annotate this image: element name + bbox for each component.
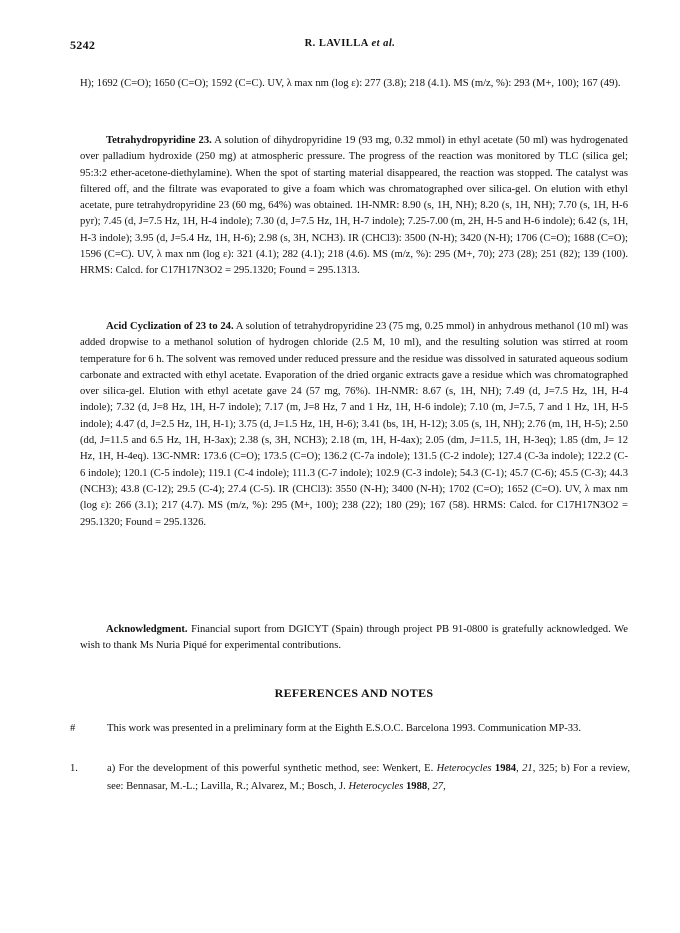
tetrahydropyridine-paragraph	[80, 133, 628, 280]
running-head	[70, 38, 630, 49]
page-number: 5242	[70, 38, 96, 52]
acid-cyclization-paragraph	[80, 319, 628, 531]
reference-text: This work was presented in a preliminary form at the Eighth E.S.O.C. Barcelona 1993. Communication MP-33.	[107, 723, 581, 734]
reference-item	[70, 720, 630, 738]
continued-paragraph-text: H); 1692 (C=O); 1650 (C=O); 1592 (C=C). UV, λ max nm (log ε): 277 (3.8); 218 (4.1). MS (m/z, %): 293 (M+, 100); 167 (49).	[80, 78, 621, 89]
journal-year: 1988	[406, 780, 428, 792]
acid-cyclization-heading: Acid Cyclization of 23 to 24.	[106, 321, 234, 332]
continued-paragraph	[80, 76, 628, 92]
acknowledgment-paragraph	[80, 622, 628, 655]
journal-volume: 21	[522, 763, 533, 774]
running-head-etal: et al.	[371, 38, 396, 49]
reference-text-part: 325; b) For a review, see: Bennasar, M.-L.; Lavilla, R.; Alvarez, M.; Bosch, J.	[107, 763, 630, 792]
journal-name: Heterocycles	[436, 763, 492, 774]
reference-marker: #	[70, 723, 76, 734]
tetrahydropyridine-body: A solution of dihydropyridine 19 (93 mg, 0.32 mmol) in ethyl acetate (50 ml) was hydrogenated over palladium hydroxide (250 mg) at atmospheric pressure. The progress of the reaction was monitored by TLC (silica gel; 95:3:2 ether-acetone-diethylamine). When the spot of starting material disappeared, the reaction was stopped. The catalyst was filtered off, and the filtrate was evaporated to give a foam which was chromatographed over silica-gel. On elution with ethyl acetate, pure tetrahydropyridine 23 (60 mg, 64%) was obtained. 1H-NMR: 8.90 (s, 1H, NH); 8.20 (s, 1H, NH); 7.70 (s, 1H, H-6 pyr); 7.45 (d, J=7.5 Hz, 1H, H-4 indole); 7.30 (d, J=7.5 Hz, 1H, H-7 indole); 7.25-7.00 (m, 2H, H-5 and H-6 indole); 6.42 (s, 1H, H-3 indole); 3.95 (d, J=5.4 Hz, 1H, H-6); 2.98 (s, 3H, NCH3). IR (CHCl3): 3500 (N-H); 3420 (N-H); 1706 (C=O); 1688 (C=O); 1596 (C=C). UV, λ max nm (log ε): 321 (4.1); 282 (4.1); 218 (4.6). MS (m/z, %): 295 (M+, 70); 273 (28); 251 (82); 139 (100). HRMS: Calcd. for C17H17N3O2 = 295.1320; Found = 295.1313.	[80, 135, 628, 277]
acid-cyclization-text	[80, 319, 628, 531]
tetrahydropyridine-text	[80, 133, 628, 280]
acid-cyclization-body: A solution of tetrahydropyridine 23 (75 mg, 0.25 mmol) in anhydrous methanol (10 ml) was added dropwise to a methanol solution of hydrogen chloride (2.5 M, 10 ml), and the resulting solution was stirred at room temperature for 6 h. The solvent was removed under reduced pressure and the residue was dissolved in saturated aqueous sodium carbonate and extracted with ethyl acetate. Evaporation of the dried organic extracts gave a residue which was chromatographed over silica-gel. Elution with ethyl acetate gave 24 (57 mg, 76%). 1H-NMR: 8.67 (s, 1H, NH); 7.49 (d, J=7.5 Hz, 1H, H-4 indole); 7.32 (d, J=8 Hz, 1H, H-7 indole); 7.17 (m, J=8 Hz, 7 and 1 Hz, 1H, H-6 indole); 7.10 (m, J=7.5, 7 and 1 Hz, 1H, H-5 indole); 4.47 (d, J=2.5 Hz, 1H, H-1); 3.75 (d, J=1.5 Hz, 1H, H-6); 3.41 (bs, 1H, H-12); 3.05 (s, 1H, NH); 2.76 (m, 1H, H-5); 2.50 (dd, J=11.5 and 6.5 Hz, 1H, H-3ax); 2.38 (s, 3H, NCH3); 2.18 (m, 1H, H-4ax); 2.05 (dm, J=11.5, 1H, H-3eq); 1.85 (dm, J= 12 Hz, 1H, H-4eq). 13C-NMR: 173.6 (C=O); 173.5 (C=O); 136.2 (C-7a indole); 131.5 (C-2 indole); 127.4 (C-3a indole); 122.2 (C-6 indole); 120.1 (C-5 indole); 119.1 (C-4 indole); 111.3 (C-7 indole); 102.9 (C-3 indole); 54.3 (C-1); 45.7 (C-6); 45.5 (C-3); 44.3 (NCH3); 43.8 (C-12); 29.5 (C-4); 27.4 (C-5). IR (CHCl3): 3550 (N-H); 3400 (N-H); 1702 (C=O); 1652 (C=O). UV, λ max nm (log ε): 266 (3.1); 217 (4.7). MS (m/z, %): 295 (M+, 100); 238 (22); 180 (29); 167 (58). HRMS: Calcd. for C17H17N3O2 = 295.1320; Found = 295.1326.	[80, 321, 628, 528]
journal-name: Heterocycles	[348, 780, 404, 792]
running-head-author: R. LAVILLA	[304, 38, 369, 49]
references-title: REFERENCES AND NOTES	[274, 686, 434, 700]
reference-marker: 1.	[70, 763, 78, 774]
journal-year: 1984	[494, 763, 517, 774]
acknowledgment-body: Financial suport from DGICYT (Spain) through project PB 91-0800 is gratefully acknowledged. We wish to thank Ms Nuria Piqué for experimental contributions.	[80, 624, 628, 652]
reference-text-part: a) For the development of this powerful synthetic method, see: Wenkert, E.	[107, 763, 434, 774]
journal-volume: 27	[432, 780, 444, 792]
acknowledgment-text	[80, 622, 628, 655]
tetrahydropyridine-heading: Tetrahydropyridine 23.	[106, 135, 212, 146]
reference-text: a) For the development of this powerful synthetic method, see: Wenkert, E. Heterocycles 1984, 21, 325; b) For a review, see: Bennasar, M.-L.; Lavilla, R.; Alvarez, M.; Bosch, J. Heterocycles 1988, 27,	[107, 763, 630, 792]
reference-item	[70, 760, 630, 795]
acknowledgment-heading: Acknowledgment.	[106, 624, 188, 635]
page-header	[70, 38, 630, 54]
